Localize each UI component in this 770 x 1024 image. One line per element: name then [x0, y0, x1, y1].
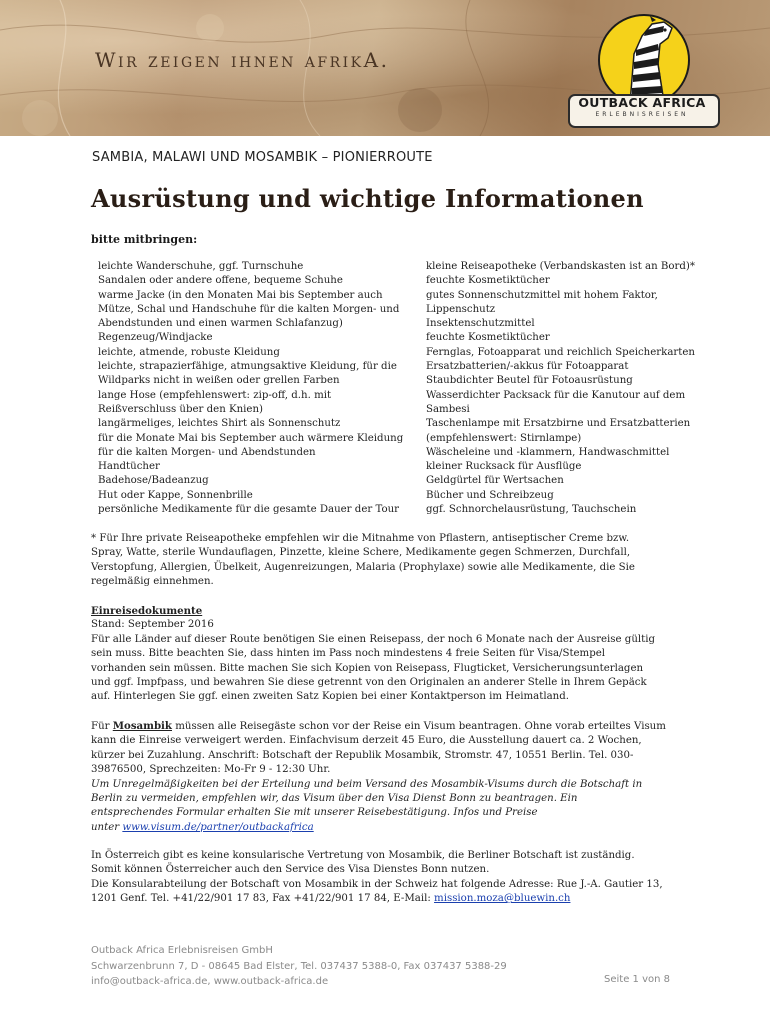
list-item: feuchte Kosmetiktücher [426, 275, 550, 287]
visa-service-link[interactable]: www.visum.de/partner/outbackafrica [122, 821, 314, 833]
consular-contact-line [91, 892, 691, 906]
list-item: Regenzeug/Windjacke [98, 332, 213, 344]
consular-line: Somit können Österreicher auch den Service des Visa Dienstes Bonn nutzen. [91, 864, 490, 876]
visa-link-line [91, 821, 691, 835]
header-banner [0, 0, 770, 136]
list-item: Wäscheleine und -klammern, Handwaschmittel [426, 446, 670, 458]
list-item: ggf. Schnorchelausrüstung, Tauchschein [426, 504, 637, 516]
pharmacy-note [91, 532, 691, 590]
list-item: leichte, atmende, robuste Kleidung [98, 346, 280, 358]
packlist-right-column [426, 260, 726, 517]
note-line: Verstopfung, Allergien, Übelkeit, Augenreizungen, Malaria (Prophylaxe) sowie alle Medikamente, die Sie [91, 561, 635, 573]
packlist-left-column [98, 260, 416, 517]
page-footer [91, 943, 507, 990]
page-number: Seite 1 von 8 [604, 974, 670, 985]
mozambique-country: Mosambik [112, 720, 172, 732]
header-tagline: Wir zeigen ihnen afrikA. [95, 48, 390, 72]
consular-line: Die Konsularabteilung der Botschaft von Mosambik in der Schweiz hat folgende Adresse: Rue J.-A. Gautier 13, [91, 878, 663, 890]
footer-company: Outback Africa Erlebnisreisen GmbH [91, 945, 273, 956]
list-item: kleiner Rucksack für Ausflüge [426, 461, 582, 473]
mozambique-prefix: Für [91, 721, 113, 732]
austria-switzerland-section [91, 849, 691, 907]
list-item: Hut oder Kappe, Sonnenbrille [98, 489, 253, 501]
list-item: kleine Reiseapotheke (Verbandskasten ist an Bord)* [426, 261, 695, 272]
entry-stand: Stand: September 2016 [91, 619, 214, 631]
list-item: Lippenschutz [426, 303, 496, 315]
list-item: persönliche Medikamente für die gesamte Dauer der Tour [98, 504, 400, 516]
page-title: Ausrüstung und wichtige Informationen [91, 184, 644, 213]
mozambique-visa-section [91, 719, 691, 835]
outback-africa-logo[interactable] [568, 14, 718, 134]
entry-line: sein muss. Bitte beachten Sie, dass hinten im Pass noch mindestens 4 freie Seiten für Visa/Stempel [91, 648, 606, 660]
list-item: Sandalen oder andere offene, bequeme Schuhe [98, 275, 343, 287]
entry-line: und ggf. Impfpass, und bewahren Sie diese getrennt von den Originalen an anderer Stelle in Ihrem Gepäck [91, 677, 647, 689]
list-item: Fernglas, Fotoapparat und reichlich Speicherkarten [426, 346, 695, 358]
list-item: für die Monate Mai bis September auch wärmere Kleidung [98, 432, 404, 444]
route-name: SAMBIA, MALAWI UND MOSAMBIK – PIONIERROUTE [92, 150, 433, 165]
list-item: Bücher und Schreibzeug [426, 489, 554, 501]
list-item: leichte, strapazierfähige, atmungsaktive Kleidung, für die [98, 361, 397, 373]
note-line: * Für Ihre private Reiseapotheke empfehlen wir die Mitnahme von Pflastern, antiseptischer Creme bzw. [91, 533, 630, 544]
list-item: Abendstunden und einen warmen Schlafanzug) [98, 318, 343, 330]
list-item: feuchte Kosmetiktücher [426, 332, 550, 344]
list-item: Badehose/Badeanzug [98, 475, 209, 487]
logo-name: OUTBACK AFRICA [578, 95, 706, 110]
visa-service-note: entsprechendes Formular erhalten Sie mit unserer Reisebestätigung. Infos und Preise [91, 807, 538, 819]
logo-subtitle: ERLEBNISREISEN [595, 111, 689, 118]
list-item: Handtücher [98, 461, 160, 473]
list-item: Wasserdichter Packsack für die Kanutour auf dem [426, 389, 686, 401]
visa-link-prefix: unter [91, 821, 123, 833]
list-item: warme Jacke (in den Monaten Mai bis September auch [98, 289, 383, 301]
list-item: Wildparks nicht in weißen oder grellen Farben [98, 375, 340, 387]
mozambique-first-rest: müssen alle Reisegäste schon vor der Reise ein Visum beantragen. Ohne vorab erteiltes Visum [172, 721, 666, 732]
consular-line: In Österreich gibt es keine konsularische Vertretung von Mosambik, die Berliner Botschaft ist zuständig. [91, 850, 635, 861]
entry-documents-section [91, 604, 691, 705]
list-item: leichte Wanderschuhe, ggf. Turnschuhe [98, 261, 304, 272]
packlist-heading: bitte mitbringen: [91, 233, 198, 246]
entry-documents-heading: Einreisedokumente [91, 605, 203, 617]
mozambique-line: kürzer bei Zuzahlung. Anschrift: Botschaft der Republik Mosambik, Stromstr. 47, 10551 Berlin. Tel. 030- [91, 749, 634, 761]
mozambique-first-line [91, 719, 691, 734]
list-item: für die kalten Morgen- und Abendstunden [98, 446, 316, 458]
list-item: Ersatzbatterien/-akkus für Fotoapparat [426, 361, 629, 373]
embassy-email-link[interactable]: mission.moza@bluewin.ch [434, 893, 571, 905]
footer-address: Schwarzenbrunn 7, D - 08645 Bad Elster, Tel. 037437 5388-0, Fax 037437 5388-29 [91, 960, 507, 972]
list-item: Taschenlampe mit Ersatzbirne und Ersatzbatterien [426, 418, 691, 430]
list-item: Sambesi [426, 403, 470, 415]
list-item: gutes Sonnenschutzmittel mit hohem Faktor, [426, 289, 658, 301]
list-item: Staubdichter Beutel für Fotoausrüstung [426, 375, 633, 387]
visa-service-note: Um Unregelmäßigkeiten bei der Erteilung und beim Versand des Mosambik-Visums durch die Botschaft in [91, 778, 643, 790]
list-item: langärmeliges, leichtes Shirt als Sonnenschutz [98, 418, 341, 430]
entry-line: auf. Hinterlegen Sie ggf. einen zweiten Satz Kopien bei einer Kontaktperson im Heimatland. [91, 691, 569, 703]
mozambique-line: kann die Einreise verweigert werden. Einfachvisum derzeit 45 Euro, die Ausstellung dauert ca. 2 Wochen, [91, 735, 642, 747]
visa-service-note: Berlin zu vermeiden, empfehlen wir, das Visum über den Visa Dienst Bonn zu beantragen. Ein [91, 793, 578, 805]
list-item: Reißverschluss über den Knien) [98, 403, 263, 415]
list-item: lange Hose (empfehlenswert: zip-off, d.h. mit [98, 389, 332, 401]
entry-line: Für alle Länder auf dieser Route benötigen Sie einen Reisepass, der noch 6 Monate nach der Ausreise gültig [91, 633, 656, 645]
list-item: (empfehlenswert: Stirnlampe) [426, 432, 582, 444]
list-item: Insektenschutzmittel [426, 318, 535, 330]
zebra-logo-icon [568, 14, 718, 106]
list-item: Mütze, Schal und Handschuhe für die kalten Morgen- und [98, 303, 400, 315]
list-item: Geldgürtel für Wertsachen [426, 475, 564, 487]
note-line: Spray, Watte, sterile Wundauflagen, Pinzette, kleine Schere, Medikamente gegen Schmerzen, Durchfall, [91, 547, 631, 559]
mozambique-line: 39876500, Sprechzeiten: Mo-Fr 9 - 12:30 Uhr. [91, 764, 331, 776]
note-line: regelmäßig einnehmen. [91, 576, 214, 588]
consular-contact-prefix: 1201 Genf. Tel. +41/22/901 17 83, Fax +41/22/901 17 84, E-Mail: [91, 893, 435, 905]
entry-line: vorhanden sein müssen. Bitte machen Sie sich Kopien von Reisepass, Flugticket, Versicherungsunterlagen [91, 662, 644, 674]
footer-contact: info@outback-africa.de, www.outback-africa.de [91, 976, 329, 987]
